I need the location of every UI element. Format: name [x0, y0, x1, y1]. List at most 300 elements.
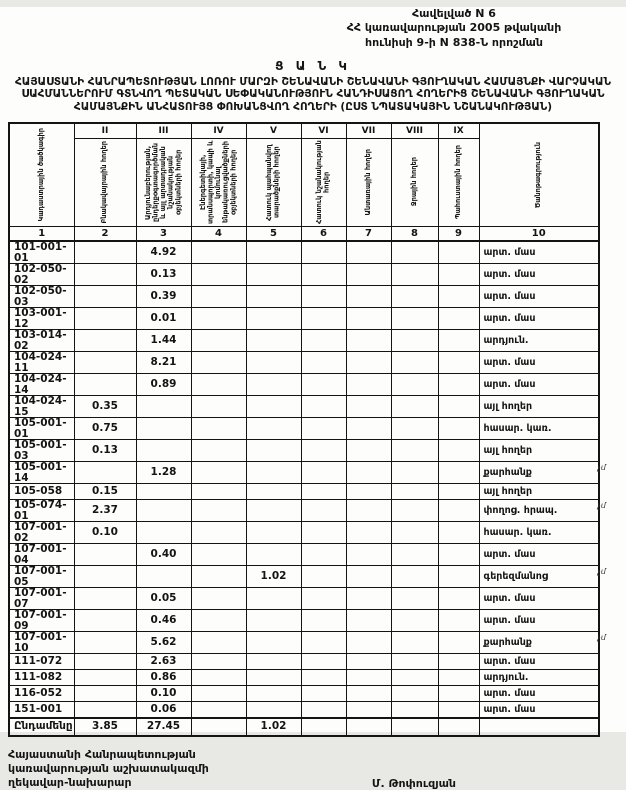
area-value-cell [301, 544, 346, 566]
area-value-cell [346, 352, 391, 374]
table-row [9, 241, 599, 264]
area-value-cell [301, 588, 346, 610]
note-cell: արդյուն. [479, 330, 599, 352]
area-value-cell [191, 440, 246, 462]
column-header [346, 138, 391, 226]
area-value-cell [246, 241, 301, 264]
area-value-cell [246, 686, 301, 702]
note-cell: հասար. կառ. [479, 418, 599, 440]
column-number: 9 [438, 226, 479, 241]
area-value-cell: 3.85 [74, 718, 136, 736]
area-value-cell [438, 374, 479, 396]
area-value-cell [246, 670, 301, 686]
area-value-cell [438, 544, 479, 566]
cadastral-code-cell: 105-001-01 [9, 418, 74, 440]
roman-numeral: II [74, 123, 136, 138]
table-body [9, 241, 606, 736]
area-value-cell [136, 566, 191, 588]
signatory-title-line: ղեկավար-նախարար [8, 776, 132, 790]
area-value-cell: 0.46 [136, 610, 191, 632]
area-value-cell [391, 264, 438, 286]
roman-numeral: V [246, 123, 301, 138]
roman-numeral: III [136, 123, 191, 138]
table-row [9, 610, 599, 632]
area-value-cell [346, 330, 391, 352]
column-header [301, 138, 346, 226]
area-value-cell [246, 632, 301, 654]
area-value-cell [74, 566, 136, 588]
table-row [9, 264, 599, 286]
table-row [9, 484, 599, 500]
document-title: Ց Ա Ն Կ [275, 58, 351, 73]
area-value-cell [191, 566, 246, 588]
signature-block [8, 748, 616, 790]
table-row [9, 462, 599, 484]
area-value-cell [136, 396, 191, 418]
area-value-cell [74, 654, 136, 670]
column-header-label: Պահուստային հողեր [453, 144, 462, 220]
total-label: Ընդամենը [9, 718, 74, 736]
area-value-cell [191, 352, 246, 374]
area-value-cell [301, 566, 346, 588]
note-cell: արտ. մաս [479, 610, 599, 632]
note-cell: այլ հողեր [479, 396, 599, 418]
area-value-cell [246, 308, 301, 330]
area-value-cell [438, 286, 479, 308]
handwritten-margin-annotation: չմ [597, 463, 606, 473]
area-value-cell [136, 484, 191, 500]
area-value-cell [246, 484, 301, 500]
area-value-cell [346, 544, 391, 566]
area-value-cell [136, 522, 191, 544]
cadastral-code-cell: 101-001-01 [9, 241, 74, 264]
column-header-label: Հատուկ նշանակության հողեր [314, 140, 331, 224]
area-value-cell [301, 264, 346, 286]
area-value-cell [246, 588, 301, 610]
table-row [9, 374, 599, 396]
area-value-cell: 0.13 [74, 440, 136, 462]
area-value-cell [346, 462, 391, 484]
annex-header [286, 7, 622, 50]
area-value-cell: 4.92 [136, 241, 191, 264]
area-value-cell [74, 374, 136, 396]
area-value-cell [136, 500, 191, 522]
cadastral-code-cell: 103-001-12 [9, 308, 74, 330]
column-header-label: Անտառային հողեր [363, 148, 372, 216]
area-value-cell [346, 374, 391, 396]
area-value-cell [346, 418, 391, 440]
column-header [391, 138, 438, 226]
column-number: 6 [301, 226, 346, 241]
roman-numeral: VII [346, 123, 391, 138]
area-value-cell [391, 610, 438, 632]
handwritten-margin-annotation: չմ [597, 501, 606, 511]
note-cell: արտ. մաս [479, 308, 599, 330]
area-value-cell [438, 654, 479, 670]
area-value-cell [391, 670, 438, 686]
area-value-cell [191, 544, 246, 566]
area-value-cell: 1.02 [246, 566, 301, 588]
note-cell: արտ. մաս [479, 588, 599, 610]
area-value-cell [246, 500, 301, 522]
area-value-cell: 0.10 [136, 686, 191, 702]
area-value-cell [246, 522, 301, 544]
area-value-cell [74, 308, 136, 330]
cadastral-code-cell: 111-072 [9, 654, 74, 670]
area-value-cell [346, 264, 391, 286]
note-cell: արտ. մաս [479, 544, 599, 566]
table-row [9, 702, 599, 718]
area-value-cell [391, 352, 438, 374]
area-value-cell [438, 352, 479, 374]
area-value-cell [191, 686, 246, 702]
area-value-cell [346, 610, 391, 632]
column-number: 5 [246, 226, 301, 241]
column-number: 3 [136, 226, 191, 241]
cadastral-code-cell: 104-024-15 [9, 396, 74, 418]
area-value-cell [391, 654, 438, 670]
area-value-cell: 0.40 [136, 544, 191, 566]
area-value-cell: 2.63 [136, 654, 191, 670]
area-value-cell [438, 308, 479, 330]
area-value-cell [74, 264, 136, 286]
area-value-cell [246, 264, 301, 286]
annex-header-line: Հավելված N 6 [412, 7, 496, 20]
area-value-cell [191, 396, 246, 418]
annex-header-line: հունիսի 9-ի N 838-Ն որոշման [365, 35, 543, 49]
area-value-cell [438, 484, 479, 500]
area-value-cell [74, 610, 136, 632]
area-value-cell [246, 396, 301, 418]
table-row [9, 418, 599, 440]
area-value-cell [391, 686, 438, 702]
note-cell [479, 718, 599, 736]
table-row [9, 352, 599, 374]
cadastral-code-header [9, 123, 74, 226]
area-value-cell [438, 522, 479, 544]
cadastral-code-cell: 102-050-02 [9, 264, 74, 286]
column-header-label: Հատուկ պահպանվող տարածքների հողեր [264, 143, 281, 221]
cadastral-code-cell: 116-052 [9, 686, 74, 702]
table-row [9, 544, 599, 566]
area-value-cell [391, 374, 438, 396]
signatory-name: Մ. Թոփուզյան [371, 777, 456, 790]
area-value-cell [301, 308, 346, 330]
area-value-cell [191, 484, 246, 500]
area-value-cell [191, 374, 246, 396]
area-value-cell [246, 286, 301, 308]
area-value-cell: 0.75 [74, 418, 136, 440]
area-value-cell: 0.39 [136, 286, 191, 308]
area-value-cell [391, 440, 438, 462]
cadastral-code-cell: 107-001-10 [9, 632, 74, 654]
area-value-cell [301, 654, 346, 670]
note-cell: արտ. մաս [479, 264, 599, 286]
scanned-document-page [0, 7, 626, 790]
area-value-cell [301, 462, 346, 484]
cadastral-code-cell: 104-024-14 [9, 374, 74, 396]
area-value-cell [191, 702, 246, 718]
area-value-cell: 0.13 [136, 264, 191, 286]
roman-numeral: VI [301, 123, 346, 138]
signatory-title-line: կառավարության աշխատակազմի [8, 761, 209, 775]
area-value-cell [438, 610, 479, 632]
area-value-cell [346, 308, 391, 330]
land-transfer-table [8, 122, 606, 737]
area-value-cell [438, 566, 479, 588]
area-value-cell [136, 418, 191, 440]
area-value-cell [438, 500, 479, 522]
area-value-cell [438, 462, 479, 484]
area-value-cell: 2.37 [74, 500, 136, 522]
area-value-cell [301, 374, 346, 396]
column-number: 2 [74, 226, 136, 241]
area-value-cell [191, 654, 246, 670]
area-value-cell [74, 670, 136, 686]
area-value-cell [438, 718, 479, 736]
area-value-cell [391, 330, 438, 352]
cadastral-code-cell: 107-001-02 [9, 522, 74, 544]
area-value-cell: 1.02 [246, 718, 301, 736]
area-value-cell [391, 286, 438, 308]
table-row [9, 286, 599, 308]
area-value-cell [246, 654, 301, 670]
area-value-cell [191, 330, 246, 352]
area-value-cell: 0.01 [136, 308, 191, 330]
area-value-cell [391, 718, 438, 736]
cadastral-code-cell: 107-001-05 [9, 566, 74, 588]
area-value-cell [301, 396, 346, 418]
area-value-cell [246, 352, 301, 374]
area-value-cell [346, 670, 391, 686]
area-value-cell [301, 670, 346, 686]
area-value-cell [301, 440, 346, 462]
area-value-cell [391, 308, 438, 330]
handwritten-margin-annotation: չմ [597, 633, 606, 643]
column-header [74, 138, 136, 226]
area-value-cell [391, 241, 438, 264]
area-value-cell [438, 702, 479, 718]
area-value-cell: 0.86 [136, 670, 191, 686]
cadastral-code-cell: 105-001-03 [9, 440, 74, 462]
cadastral-code-cell: 102-050-03 [9, 286, 74, 308]
column-number-row [9, 226, 599, 241]
area-value-cell [191, 670, 246, 686]
note-cell: հասար. կառ. [479, 522, 599, 544]
area-value-cell: 0.15 [74, 484, 136, 500]
area-value-cell [391, 632, 438, 654]
area-value-cell: 0.10 [74, 522, 136, 544]
area-value-cell [391, 396, 438, 418]
area-value-cell [391, 418, 438, 440]
area-value-cell [346, 702, 391, 718]
note-cell: արտ. մաս [479, 374, 599, 396]
annex-header-line: ՀՀ կառավարության 2005 թվականի [346, 21, 562, 35]
area-value-cell [301, 418, 346, 440]
area-value-cell [191, 588, 246, 610]
area-value-cell [301, 286, 346, 308]
area-value-cell [301, 702, 346, 718]
area-value-cell [346, 522, 391, 544]
area-value-cell [246, 418, 301, 440]
area-value-cell [346, 632, 391, 654]
area-value-cell [191, 241, 246, 264]
area-value-cell [74, 588, 136, 610]
area-value-cell [346, 396, 391, 418]
roman-numeral: VIII [391, 123, 438, 138]
note-cell: այլ հողեր [479, 440, 599, 462]
cadastral-code-cell: 104-024-11 [9, 352, 74, 374]
area-value-cell: 1.28 [136, 462, 191, 484]
cadastral-code-cell: 103-014-02 [9, 330, 74, 352]
area-value-cell [346, 440, 391, 462]
area-value-cell [246, 330, 301, 352]
area-value-cell [74, 702, 136, 718]
total-row [9, 718, 599, 736]
area-value-cell [191, 308, 246, 330]
roman-numeral: IX [438, 123, 479, 138]
column-header-label: Բնակավայրային հողեր [100, 140, 109, 224]
area-value-cell: 0.06 [136, 702, 191, 718]
table-row [9, 330, 599, 352]
area-value-cell [346, 241, 391, 264]
area-value-cell [391, 566, 438, 588]
table-row [9, 670, 599, 686]
area-value-cell [191, 264, 246, 286]
area-value-cell [301, 484, 346, 500]
cadastral-code-cell: 151-001 [9, 702, 74, 718]
area-value-cell [346, 286, 391, 308]
area-value-cell: 0.35 [74, 396, 136, 418]
table-row [9, 588, 599, 610]
note-cell: քարհանք չմ [479, 462, 599, 484]
area-value-cell [246, 374, 301, 396]
table-row [9, 396, 599, 418]
area-value-cell [346, 654, 391, 670]
note-cell: արտ. մաս [479, 352, 599, 374]
column-header [438, 138, 479, 226]
area-value-cell [301, 632, 346, 654]
cadastral-code-cell: 105-074-01 [9, 500, 74, 522]
column-number: 4 [191, 226, 246, 241]
area-value-cell [191, 718, 246, 736]
handwritten-margin-annotation: չմ [597, 567, 606, 577]
column-header-label: Արդյունաբերության, ընդերքօգտագործման և այլ արտադրական նշանակության օբյեկտների հողեր [143, 142, 182, 222]
table-row [9, 566, 599, 588]
area-value-cell [74, 330, 136, 352]
column-header-label: Էներգետիկայի, տրանսպորտի, կապի և կոմունալ ենթակառուցվածքների օբյեկտների հողեր [198, 140, 237, 224]
area-value-cell [301, 718, 346, 736]
area-value-cell: 0.89 [136, 374, 191, 396]
table-row [9, 500, 599, 522]
area-value-cell [301, 241, 346, 264]
column-number: 8 [391, 226, 438, 241]
area-value-cell [438, 418, 479, 440]
area-value-cell [301, 352, 346, 374]
table-row [9, 654, 599, 670]
note-column-header-label: Ծանոթագրություն [533, 141, 542, 208]
area-value-cell [246, 462, 301, 484]
area-value-cell [346, 718, 391, 736]
column-header-label: Ջրային հողեր [409, 157, 418, 207]
note-cell: փողոց. հրապ. չմ [479, 500, 599, 522]
area-value-cell [191, 632, 246, 654]
column-header [191, 138, 246, 226]
note-cell: արտ. մաս [479, 654, 599, 670]
area-value-cell [74, 241, 136, 264]
column-header [246, 138, 301, 226]
area-value-cell [191, 610, 246, 632]
area-value-cell [438, 588, 479, 610]
area-value-cell [301, 522, 346, 544]
area-value-cell: 0.05 [136, 588, 191, 610]
column-number: 7 [346, 226, 391, 241]
table-row [9, 686, 599, 702]
area-value-cell [191, 286, 246, 308]
area-value-cell [74, 352, 136, 374]
area-value-cell [74, 632, 136, 654]
area-value-cell [74, 544, 136, 566]
note-column-header [479, 123, 599, 226]
cadastral-code-cell: 105-001-14 [9, 462, 74, 484]
area-value-cell [346, 500, 391, 522]
cadastral-code-cell: 107-001-07 [9, 588, 74, 610]
area-value-cell [438, 396, 479, 418]
area-value-cell [438, 264, 479, 286]
column-number: 1 [9, 226, 74, 241]
area-value-cell [246, 440, 301, 462]
note-cell: արդյուն. [479, 670, 599, 686]
area-value-cell [301, 330, 346, 352]
roman-numeral-row [9, 123, 599, 138]
area-value-cell [391, 500, 438, 522]
area-value-cell [438, 632, 479, 654]
area-value-cell: 1.44 [136, 330, 191, 352]
area-value-cell [301, 610, 346, 632]
roman-numeral: IV [191, 123, 246, 138]
area-value-cell [391, 484, 438, 500]
area-value-cell [246, 702, 301, 718]
signatory-title [8, 748, 209, 790]
document-subtitle: ՀԱՅԱՍՏԱՆԻ ՀԱՆՐԱՊԵՏՈՒԹՅԱՆ ԼՈՌՈՒ ՄԱՐԶԻ ՇԵՆԱՎԱՆԻ ՇԵՆԱՎԱՆԻ ԳՅՈՒՂԱԿԱՆ ՀԱՄԱՅՆՔԻ ՎԱՐՉԱԿԱՆ ՍԱՀՄԱՆՆԵՐՈՒՄ ԳՏՆՎՈՂ ՊԵՏԱԿԱՆ ՍԵՓԱԿԱՆՈՒԹՅՈՒՆ ՀԱՆԴԻՍԱՑՈՂ ՀՈՂԵՐԻՑ ՇԵՆԱՎԱՆԻ ԳՅՈՒՂԱԿԱՆ ՀԱՄԱՅՆՔԻՆ ԱՆՀԱՏՈՒՅՑ ՓՈԽԱՆՑՎՈՂ ՀՈՂԵՐԻ (ԸՍՏ ՆՊԱՏԱԿԱՅԻՆ ՆՇԱՆԱԿՈՒԹՅԱՆ) [14, 75, 612, 113]
signatory-title-line: Հայաստանի Հանրապետության [8, 747, 196, 761]
area-value-cell [438, 330, 479, 352]
cadastral-code-cell: 107-001-09 [9, 610, 74, 632]
area-value-cell [438, 241, 479, 264]
cadastral-code-cell: 105-058 [9, 484, 74, 500]
area-value-cell [438, 686, 479, 702]
cadastral-code-cell: 107-001-04 [9, 544, 74, 566]
area-value-cell: 27.45 [136, 718, 191, 736]
area-value-cell [438, 440, 479, 462]
note-cell: արտ. մաս [479, 241, 599, 264]
cadastral-code-cell: 111-082 [9, 670, 74, 686]
area-value-cell [391, 462, 438, 484]
area-value-cell [301, 686, 346, 702]
area-value-cell: 5.62 [136, 632, 191, 654]
column-number: 10 [479, 226, 599, 241]
note-cell: քարհանք չմ [479, 632, 599, 654]
cadastral-code-header-label: Կադաստրային ծածկագիր [36, 128, 45, 222]
area-value-cell: 8.21 [136, 352, 191, 374]
area-value-cell [191, 418, 246, 440]
area-value-cell [346, 566, 391, 588]
area-value-cell [191, 522, 246, 544]
area-value-cell [391, 522, 438, 544]
area-value-cell [74, 686, 136, 702]
area-value-cell [438, 670, 479, 686]
area-value-cell [301, 500, 346, 522]
